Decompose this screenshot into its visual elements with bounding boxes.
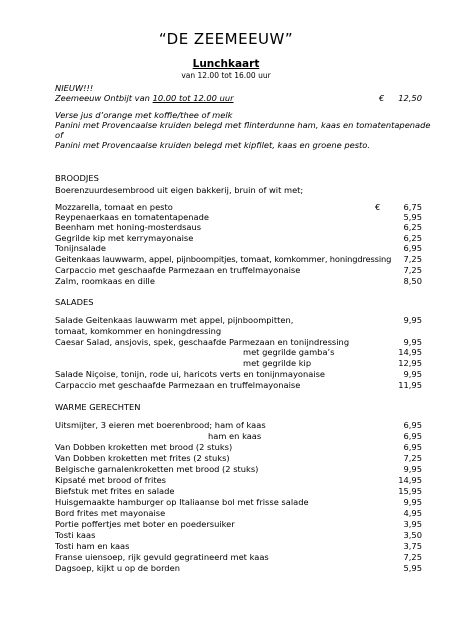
menu-item-name: Carpaccio met geschaafde Parmezaan en truffelmayonaise — [55, 380, 301, 390]
menu-item-name: Zalm, roomkaas en dille — [55, 276, 155, 286]
menu-item-price: 6,95 — [403, 420, 422, 430]
menu-item-name: Carpaccio met geschaafde Parmezaan en truffelmayonaise — [55, 265, 301, 275]
menu-item-name: Salade Geitenkaas lauwwarm met appel, pijnboompitten, — [55, 315, 294, 325]
menu-item-price: 6,25 — [403, 222, 422, 232]
ontbijt-time: 10.00 tot 12.00 uur — [152, 93, 234, 103]
menu-item-price: 9,95 — [403, 464, 422, 474]
intro-line: Verse jus d’orange met koffie/thee of melk — [55, 110, 233, 120]
menu-item-price: 3,95 — [403, 519, 422, 529]
menu-item-name: ham en kaas — [208, 431, 262, 441]
menu-item-name: Geitenkaas lauwwarm, appel, pijnboompitjes, tomaat, komkommer, honingdressing — [55, 254, 392, 264]
menu-item-name: Dagsoep, kijkt u op de borden — [55, 563, 181, 573]
menu-item-name: Kipsaté met brood of frites — [55, 475, 166, 485]
menu-item-price: 14,95 — [398, 475, 422, 485]
intro-line: of — [55, 130, 63, 140]
menu-item-price: 11,95 — [398, 380, 422, 390]
menu-item-name: Van Dobben kroketten met frites (2 stuks) — [55, 453, 230, 463]
menu-item-name: Caesar Salad, ansjovis, spek, geschaafde Parmezaan en tonijndressing — [55, 337, 350, 347]
menu-item-name: Uitsmijter, 3 eieren met boerenbrood; ham of kaas — [55, 420, 266, 430]
intro-line: Panini met Provencaalse kruiden belegd met kipfilet, kaas en groene pesto. — [55, 140, 370, 150]
section-heading-broodjes: BROODJES — [55, 173, 99, 183]
menu-item-price: 6,95 — [403, 243, 422, 253]
menu-item-name: Belgische garnalenkroketten met brood (2 stuks) — [55, 464, 259, 474]
menu-item-price: 3,75 — [403, 541, 422, 551]
menu-item-name: tomaat, komkommer en honingdressing — [55, 326, 222, 336]
menu-item-price: 8,50 — [403, 276, 422, 286]
opening-hours: van 12.00 tot 16.00 uur — [181, 71, 271, 80]
menu-item-price: 9,95 — [403, 315, 422, 325]
menu-item-name: Tosti kaas — [55, 530, 96, 540]
menu-item-price: 12,95 — [398, 358, 422, 368]
menu-item-name: Biefstuk met frites en salade — [55, 486, 175, 496]
new-label: NIEUW!!! — [55, 83, 94, 93]
menu-item-price: 7,25 — [403, 453, 422, 463]
menu-item-price: 6,95 — [403, 442, 422, 452]
menu-item-name: Gegrilde kip met kerrymayonaise — [55, 233, 194, 243]
menu-item-name: Franse uiensoep, rijk gevuld gegratineerd met kaas — [55, 552, 269, 562]
menu-item-name: met gegrilde gamba’s — [243, 347, 335, 357]
menu-title: Lunchkaart — [192, 58, 260, 70]
menu-item-name: Salade Niçoise, tonijn, rode ui, haricots verts en tonijnmayonaise — [55, 369, 326, 379]
menu-item-name: Tonijnsalade — [55, 243, 107, 253]
menu-item-name: Beenham met honing-mosterdsaus — [55, 222, 202, 232]
menu-item-price: 6,75 — [403, 202, 422, 212]
menu-item-price: 6,25 — [403, 233, 422, 243]
euro-sign: € — [375, 202, 381, 212]
menu-item-price: 9,95 — [403, 337, 422, 347]
menu-item-price: 15,95 — [398, 486, 422, 496]
menu-item-price: 6,95 — [403, 431, 422, 441]
menu-item-price: 9,95 — [403, 497, 422, 507]
intro-line: Panini met Provencaalse kruiden belegd met flinterdunne ham, kaas en tomatentapenade — [55, 120, 431, 130]
menu-item-name: met gegrilde kip — [243, 358, 312, 368]
menu-item-price: 9,95 — [403, 369, 422, 379]
menu-item-name: Mozzarella, tomaat en pesto — [55, 202, 173, 212]
menu-item-price: 7,25 — [403, 254, 422, 264]
menu-item-price: 5,95 — [403, 563, 422, 573]
restaurant-name: “DE ZEEMEEUW” — [158, 30, 294, 48]
section-heading-salades: SALADES — [55, 297, 94, 307]
menu-item-name: Huisgemaakte hamburger op Italiaanse bol met frisse salade — [55, 497, 309, 507]
ontbijt-name: Zeemeeuw Ontbijt van — [55, 93, 153, 103]
menu-item-price: 14,95 — [398, 347, 422, 357]
menu-item-name: Bord frites met mayonaise — [55, 508, 166, 518]
menu-item-name: Reypenaerkaas en tomatentapenade — [55, 212, 209, 222]
ontbijt-euro: € — [379, 93, 385, 103]
section-heading-warm: WARME GERECHTEN — [55, 402, 141, 412]
menu-item-name: Portie poffertjes met boter en poedersuiker — [55, 519, 235, 529]
menu-item-name: Tosti ham en kaas — [55, 541, 130, 551]
broodjes-note: Boerenzuurdesembrood uit eigen bakkerij, bruin of wit met; — [55, 185, 304, 195]
menu-item-price: 5,95 — [403, 212, 422, 222]
menu-item-price: 7,25 — [403, 265, 422, 275]
menu-item-price: 4,95 — [403, 508, 422, 518]
menu-item-price: 3,50 — [403, 530, 422, 540]
menu-item-price: 7,25 — [403, 552, 422, 562]
ontbijt-price: 12,50 — [398, 93, 422, 103]
menu-item-name: Van Dobben kroketten met brood (2 stuks) — [55, 442, 233, 452]
ontbijt-line — [55, 93, 234, 103]
